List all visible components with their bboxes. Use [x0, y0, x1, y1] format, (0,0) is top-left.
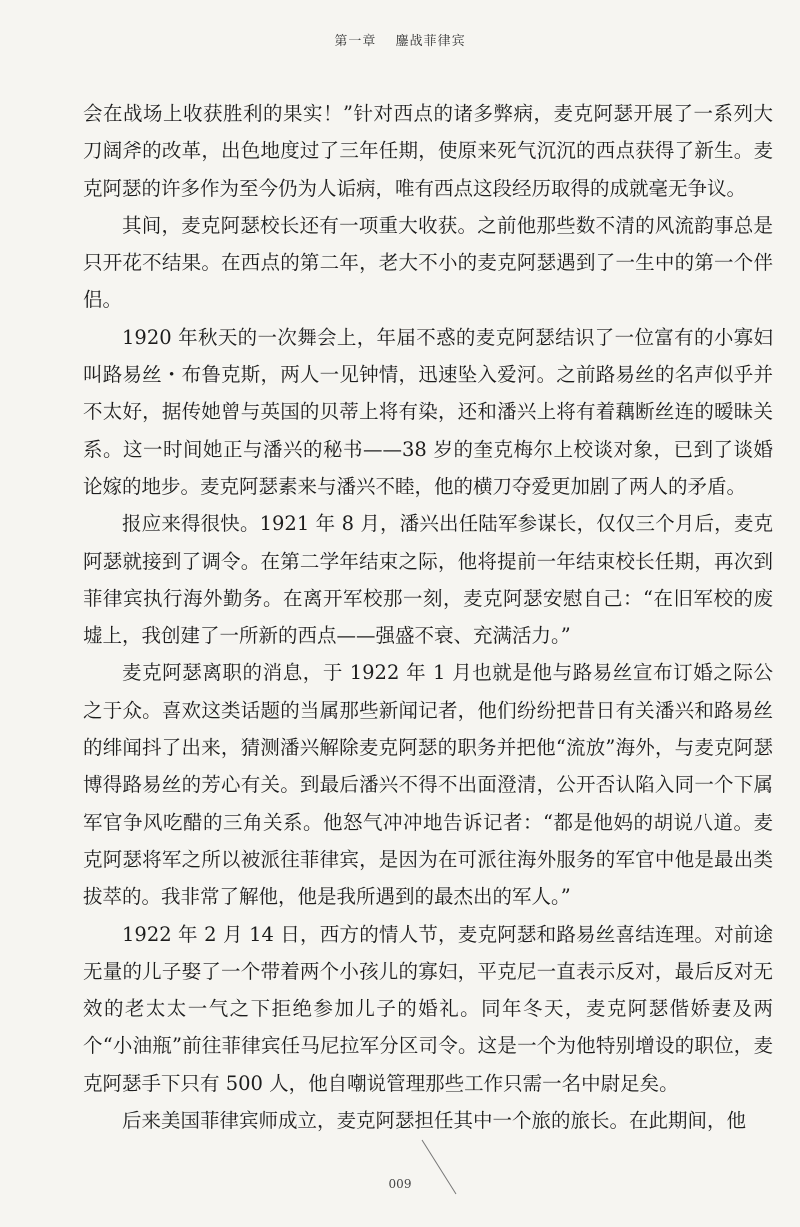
running-header	[0, 30, 800, 49]
page-number: 009	[388, 1177, 412, 1191]
paragraph: 1922 年 2 月 14 日，西方的情人节，麦克阿瑟和路易丝喜结连理。对前途无量的儿子娶了一个带着两个小孩儿的寡妇，平克尼一直表示反对，最后反对无效的老太太一气之下拒绝参加儿子的婚礼。同年冬天，麦克阿瑟偕娇妻及两个“小油瓶”前往菲律宾任马尼拉军分区司令。这是一个为他特别增设的职位，麦克阿瑟手下只有 500 人，他自嘲说管理那些工作只需一名中尉足矣。	[83, 922, 773, 1095]
paragraph: 其间，麦克阿瑟校长还有一项重大收获。之前他那些数不清的风流韵事总是只开花不结果。在西点的第二年，老大不小的麦克阿瑟遇到了一生中的第一个伴侣。	[83, 213, 773, 312]
paragraph: 1920 年秋天的一次舞会上，年届不惑的麦克阿瑟结识了一位富有的小寡妇叫路易丝・布鲁克斯，两人一见钟情，迅速坠入爱河。之前路易丝的名声似乎并不太好，据传她曾与英国的贝蒂上将有染，还和潘兴上将有着藕断丝连的暧昧关系。这一时间她正与潘兴的秘书——38 岁的奎克梅尔上校谈对象，已到了谈婚论嫁的地步。麦克阿瑟素来与潘兴不睦，他的横刀夺爱更加剧了两人的矛盾。	[83, 325, 773, 498]
paragraph: 会在战场上收获胜利的果实！”针对西点的诸多弊病，麦克阿瑟开展了一系列大刀阔斧的改革，出色地度过了三年任期，使原来死气沉沉的西点获得了新生。麦克阿瑟的许多作为至今仍为人诟病，唯有西点这段经历取得的成就毫无争议。	[83, 102, 773, 200]
paragraph: 后来美国菲律宾师成立，麦克阿瑟担任其中一个旅的旅长。在此期间，他	[122, 1109, 747, 1133]
chapter-number: 第一章	[334, 34, 377, 49]
paragraph: 麦克阿瑟离职的消息，于 1922 年 1 月也就是他与路易丝宣布订婚之际公之于众。喜欢这类话题的当属那些新闻记者，他们纷纷把昔日有关潘兴和路易丝的绯闻抖了出来，猜测潘兴解除麦克阿瑟的职务并把他“流放”海外，与麦克阿瑟博得路易丝的芳心有关。到最后潘兴不得不出面澄清，公开否认陷入同一个下属军官争风吃醋的三角关系。他怒气冲冲地告诉记者：“都是他妈的胡说八道。麦克阿瑟将军之所以被派往菲律宾，是因为在可派往海外服务的军官中他是最出类拔萃的。我非常了解他，他是我所遇到的最杰出的军人。”	[83, 661, 773, 909]
body-text	[83, 95, 773, 1139]
paragraph: 报应来得很快。1921 年 8 月，潘兴出任陆军参谋长，仅仅三个月后，麦克阿瑟就接到了调令。在第二学年结束之际，他将提前一年结束校长任期，再次到菲律宾执行海外勤务。在离开军校那一刻，麦克阿瑟安慰自己：“在旧军校的废墟上，我创建了一所新的西点——强盛不衰、充满活力。”	[83, 512, 773, 648]
chapter-title: 鏖战菲律宾	[395, 34, 466, 49]
